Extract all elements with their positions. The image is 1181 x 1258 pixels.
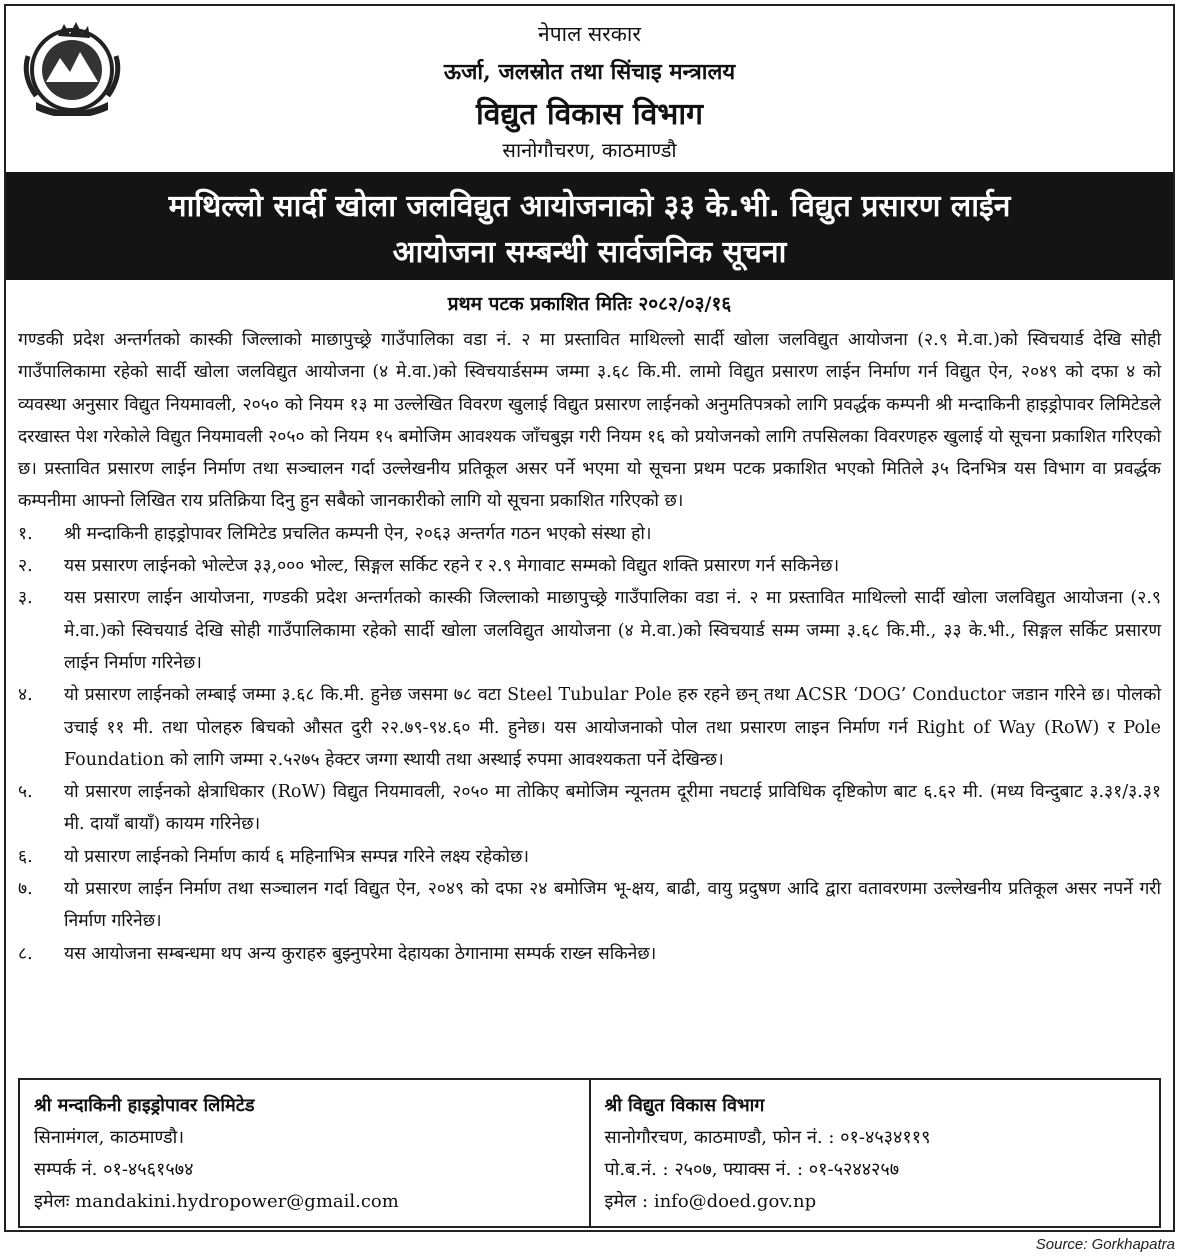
list-item: [18, 679, 1161, 776]
department-contact-pobox: पो.ब.नं. : २५०७, फ्याक्स नं. : ०१-५२४४२५७: [604, 1159, 900, 1180]
department-contact-address: सानोगौरचण, काठमाण्डौ, फोन नं. : ०१-४५३४११९: [604, 1127, 931, 1148]
item-number: १.: [18, 523, 33, 544]
company-address: सिनामंगल, काठमाण्डौ।: [34, 1127, 185, 1148]
item-number: ८.: [18, 943, 33, 964]
company-name: श्री मन्दाकिनी हाइड्रोपावर लिमिटेड: [34, 1095, 255, 1116]
item-number: ७.: [18, 879, 33, 900]
company-phone: सम्पर्क नं. ०१-४५६१५७४: [34, 1159, 194, 1180]
item-text: यो प्रसारण लाईन निर्माण तथा सञ्चालन गर्दा विद्युत ऐन, २०४९ को दफा २४ बमोजिम भू-क्षय, बाढी, वायु प्रदुषण आदि द्वारा वतावरणमा उल्लेखनीय प्रतिकूल असर नपर्ने गरी निर्माण गरिनेछ।: [64, 879, 1161, 932]
item-number: ५.: [18, 782, 33, 803]
notice-body: [18, 324, 1161, 970]
department-contact-name: श्री विद्युत विकास विभाग: [604, 1095, 765, 1116]
item-text: श्री मन्दाकिनी हाइड्रोपावर लिमिटेड प्रचलित कम्पनी ऐन, २०६३ अन्तर्गत गठन भएको संस्था हो।: [64, 523, 652, 544]
item-text: यस प्रसारण लाईनको भोल्टेज ३३,००० भोल्ट, सिङ्गल सर्किट रहने र २.९ मेगावाट सम्मको विद्युत शक्ति प्रसारण गर्न सकिनेछ।: [64, 556, 840, 577]
source-credit: Source: Gorkhapatra: [1035, 1236, 1175, 1253]
item-number: २.: [18, 556, 33, 577]
notice-header: [6, 6, 1173, 172]
item-text: यस प्रसारण लाईन आयोजना, गण्डकी प्रदेश अन्तर्गतको कास्की जिल्लाको माछापुच्छ्रे गाउँपालिका वडा नं. २ मा प्रस्तावित माथिल्लो सार्दी खोला जलविद्युत आयोजना (२.९ मे.वा.)को स्विचयार्ड देखि सोही गाउँपालिकामा रहेको सार्दी खोला जलविद्युत आयोजना (४ मे.वा.)को स्विचयार्ड सम्म जम्मा ३.६८ कि.मी., ३३ के.भी., सिङ्गल सर्किट प्रसारण लाईन निर्माण गरिनेछ।: [64, 588, 1161, 673]
government-name: नेपाल सरकार: [538, 22, 641, 46]
item-text: यस आयोजना सम्बन्धमा थप अन्य कुराहरु बुझ्नुपरेमा देहायका ठेगानामा सम्पर्क राख्न सकिनेछ।: [64, 943, 657, 964]
detail-list: [18, 518, 1161, 970]
notice-title-line1: माथिल्लो सार्दी खोला जलविद्युत आयोजनाको ३३ के.भी. विद्युत प्रसारण लाईन: [168, 189, 1011, 224]
item-number: ३.: [18, 588, 33, 609]
intro-paragraph: गण्डकी प्रदेश अन्तर्गतको कास्की जिल्लाको माछापुच्छ्रे गाउँपालिका वडा नं. २ मा प्रस्तावित माथिल्लो सार्दी खोला जलविद्युत आयोजना (२.९ मे.वा.)को स्विचयार्ड देखि सोही गाउँपालिकामा रहेको सार्दी खोला जलविद्युत आयोजना (४ मे.वा.)को स्विचयार्डसम्म जम्मा ३.६८ कि.मी. लामो विद्युत प्रसारण लाईन निर्माण गर्न विद्युत ऐन, २०४९ को दफा ४ को व्यवस्था अनुसार विद्युत नियमावली, २०५० को नियम १३ मा उल्लेखित विवरण खुलाई विद्युत प्रसारण लाईनको अनुमतिपत्रको लागि प्रवर्द्धक कम्पनी श्री मन्दाकिनी हाइड्रोपावर लिमिटेडले दरखास्त पेश गरेकोले विद्युत नियमावली २०५० को नियम १५ बमोजिम आवश्यक जाँचबुझ गरी नियम १६ को प्रयोजनको लागि तपसिलका विवरणहरु खुलाई यो सूचना प्रकाशित गरिएको छ। प्रस्तावित प्रसारण लाईन निर्माण तथा सञ्चालन गर्दा उल्लेखनीय प्रतिकूल असर पर्ने भएमा यो सूचना प्रथम पटक प्रकाशित भएको मितिले ३५ दिनभित्र यस विभाग वा प्रवर्द्धक कम्पनीमा आफ्नो लिखित राय प्रतिक्रिया दिनु हुन सबैको जानकारीको लागि यो सूचना प्रकाशित गरिएको छ।: [18, 330, 1161, 512]
publication-date: प्रथम पटक प्रकाशित मितिः २०८२/०३/१६: [447, 293, 732, 315]
item-text: यो प्रसारण लाईनको क्षेत्राधिकार (RoW) विद्युत नियमावली, २०५० मा तोकिए बमोजिम न्यूनतम दूरीमा नघटाई प्राविधिक दृष्टिकोण बाट ६.६२ मी. (मध्य विन्दुबाट ३.३१/३.३१ मी. दायाँ बायाँ) कायम गरिनेछ।: [64, 782, 1161, 835]
notice-title-line2: आयोजना सम्बन्धी सार्वजनिक सूचना: [392, 235, 787, 270]
list-item: [18, 841, 1161, 873]
list-item: [18, 776, 1161, 841]
department-address: सानोगौचरण, काठमाण्डौ: [502, 138, 677, 162]
contact-table: [18, 1078, 1161, 1228]
list-item: [18, 518, 1161, 550]
department-contact: [589, 1080, 1160, 1226]
list-item: [18, 938, 1161, 970]
company-contact: [20, 1080, 589, 1226]
item-text: यो प्रसारण लाईनको निर्माण कार्य ६ महिनाभित्र सम्पन्न गरिने लक्ष्य रहेकोछ।: [64, 846, 529, 867]
department-name: विद्युत विकास विभाग: [475, 97, 704, 132]
item-text: यो प्रसारण लाईनको लम्बाई जम्मा ३.६८ कि.मी. हुनेछ जसमा ७८ वटा Steel Tubular Pole हरु रहने छन् तथा ACSR ‘DOG’ Conductor जडान गरिने छ। पोलको उचाई ११ मी. तथा पोलहरु बिचको औसत दुरी २२.७९-९४.६० मी. हुनेछ। यस आयोजनाको पोल तथा प्रसारण लाइन निर्माण गर्न Right of Way (RoW) र Pole Foundation को लागि जम्मा २.५२७५ हेक्टर जग्गा स्थायी तथा अस्थाई रुपमा आवश्यकता पर्ने देखिन्छ।: [64, 685, 1161, 770]
list-item: [18, 582, 1161, 679]
public-notice: [4, 4, 1175, 1232]
notice-title-banner: [6, 172, 1173, 280]
item-number: ४.: [18, 685, 33, 706]
list-item: [18, 550, 1161, 582]
company-email: इमेलः mandakini.hydropower@gmail.com: [34, 1191, 399, 1212]
ministry-name: ऊर्जा, जलस्रोत तथा सिंचाइ मन्त्रालय: [443, 59, 736, 85]
list-item: [18, 873, 1161, 938]
item-number: ६.: [18, 846, 33, 867]
department-contact-email: इमेल : info@doed.gov.np: [604, 1191, 817, 1212]
